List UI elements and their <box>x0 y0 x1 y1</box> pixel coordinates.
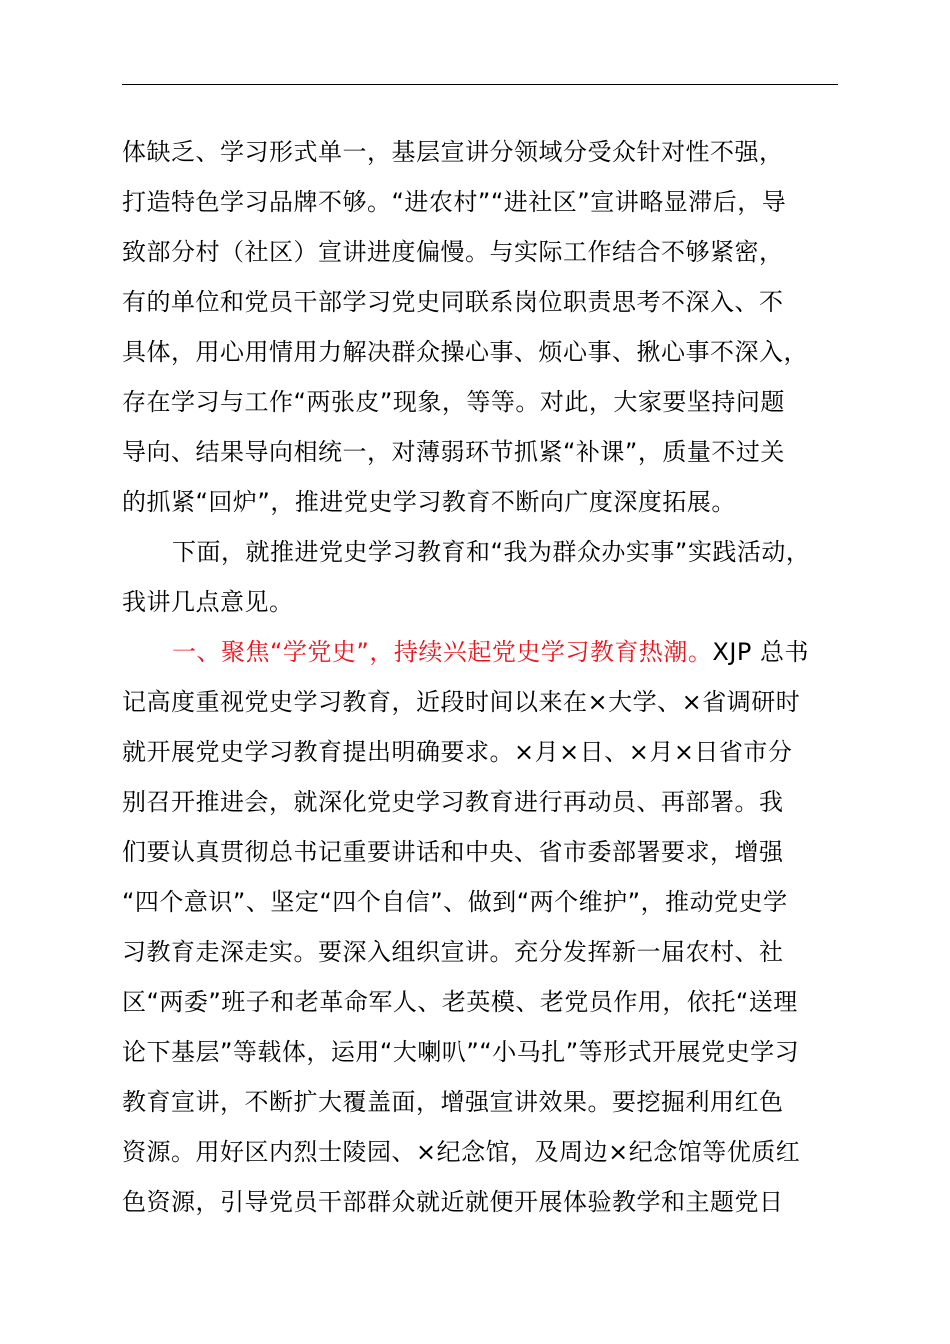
text-line: 习教育走深走实。要深入组织宣讲。充分发挥新一届农村、社 <box>122 938 784 966</box>
text-line: 论下基层”等载体，运用“大喇叭”“小马扎”等形式开展党史学习 <box>122 1038 800 1066</box>
section-1-first-line-rest: XJP 总书 <box>712 638 809 666</box>
header-rule <box>122 84 838 85</box>
text-line: 区“两委”班子和老革命军人、老英模、老党员作用，依托“送理 <box>122 988 798 1016</box>
text-line: 资源。用好区内烈士陵园、×纪念馆，及周边×纪念馆等优质红 <box>122 1138 801 1166</box>
text-line: 我讲几点意见。 <box>122 588 294 616</box>
text-line: 具体，用心用情用力解决群众操心事、烦心事、揪心事不深入， <box>122 338 808 366</box>
text-line: 色资源，引导党员干部群众就近就便开展体验教学和主题党日 <box>122 1188 784 1216</box>
text-line: 存在学习与工作“两张皮”现象，等等。对此，大家要坚持问题 <box>122 388 785 416</box>
paragraph-1 <box>122 127 862 527</box>
text-line: 下面，就推进党史学习教育和“我为群众办实事”实践活动， <box>172 538 811 566</box>
text-line: 致部分村（社区）宣讲进度偏慢。与实际工作结合不够紧密， <box>122 238 784 266</box>
text-line: 的抓紧“回炉”，推进党史学习教育不断向广度深度拓展。 <box>122 488 736 516</box>
text-line: 们要认真贯彻总书记重要讲话和中央、省市委部署要求，增强 <box>122 838 784 866</box>
text-line: 打造特色学习品牌不够。“进农村”“进社区”宣讲略显滞后，导 <box>122 188 787 216</box>
text-line: 教育宣讲，不断扩大覆盖面，增强宣讲效果。要挖掘利用红色 <box>122 1088 784 1116</box>
text-line: 记高度重视党史学习教育，近段时间以来在×大学、×省调研时 <box>122 688 801 716</box>
text-line: “四个意识”、坚定“四个自信”、做到“两个维护”，推动党史学 <box>122 888 788 916</box>
document-body <box>122 127 862 1227</box>
text-line: 就开展党史学习教育提出明确要求。×月×日、×月×日省市分 <box>122 738 793 766</box>
section-1-first-line <box>122 627 862 677</box>
text-line: 别召开推进会，就深化党史学习教育进行再动员、再部署。我 <box>122 788 784 816</box>
text-line: 导向、结果导向相统一，对薄弱环节抓紧“补课”，质量不过关 <box>122 438 785 466</box>
text-line: 有的单位和党员干部学习党史同联系岗位职责思考不深入、不 <box>122 288 784 316</box>
paragraph-2 <box>122 527 862 627</box>
text-line: 体缺乏、学习形式单一，基层宣讲分领域分受众针对性不强， <box>122 138 784 166</box>
section-1 <box>122 627 862 1227</box>
section-1-heading: 一、聚焦“学党史”，持续兴起党史学习教育热潮。 <box>172 638 713 666</box>
